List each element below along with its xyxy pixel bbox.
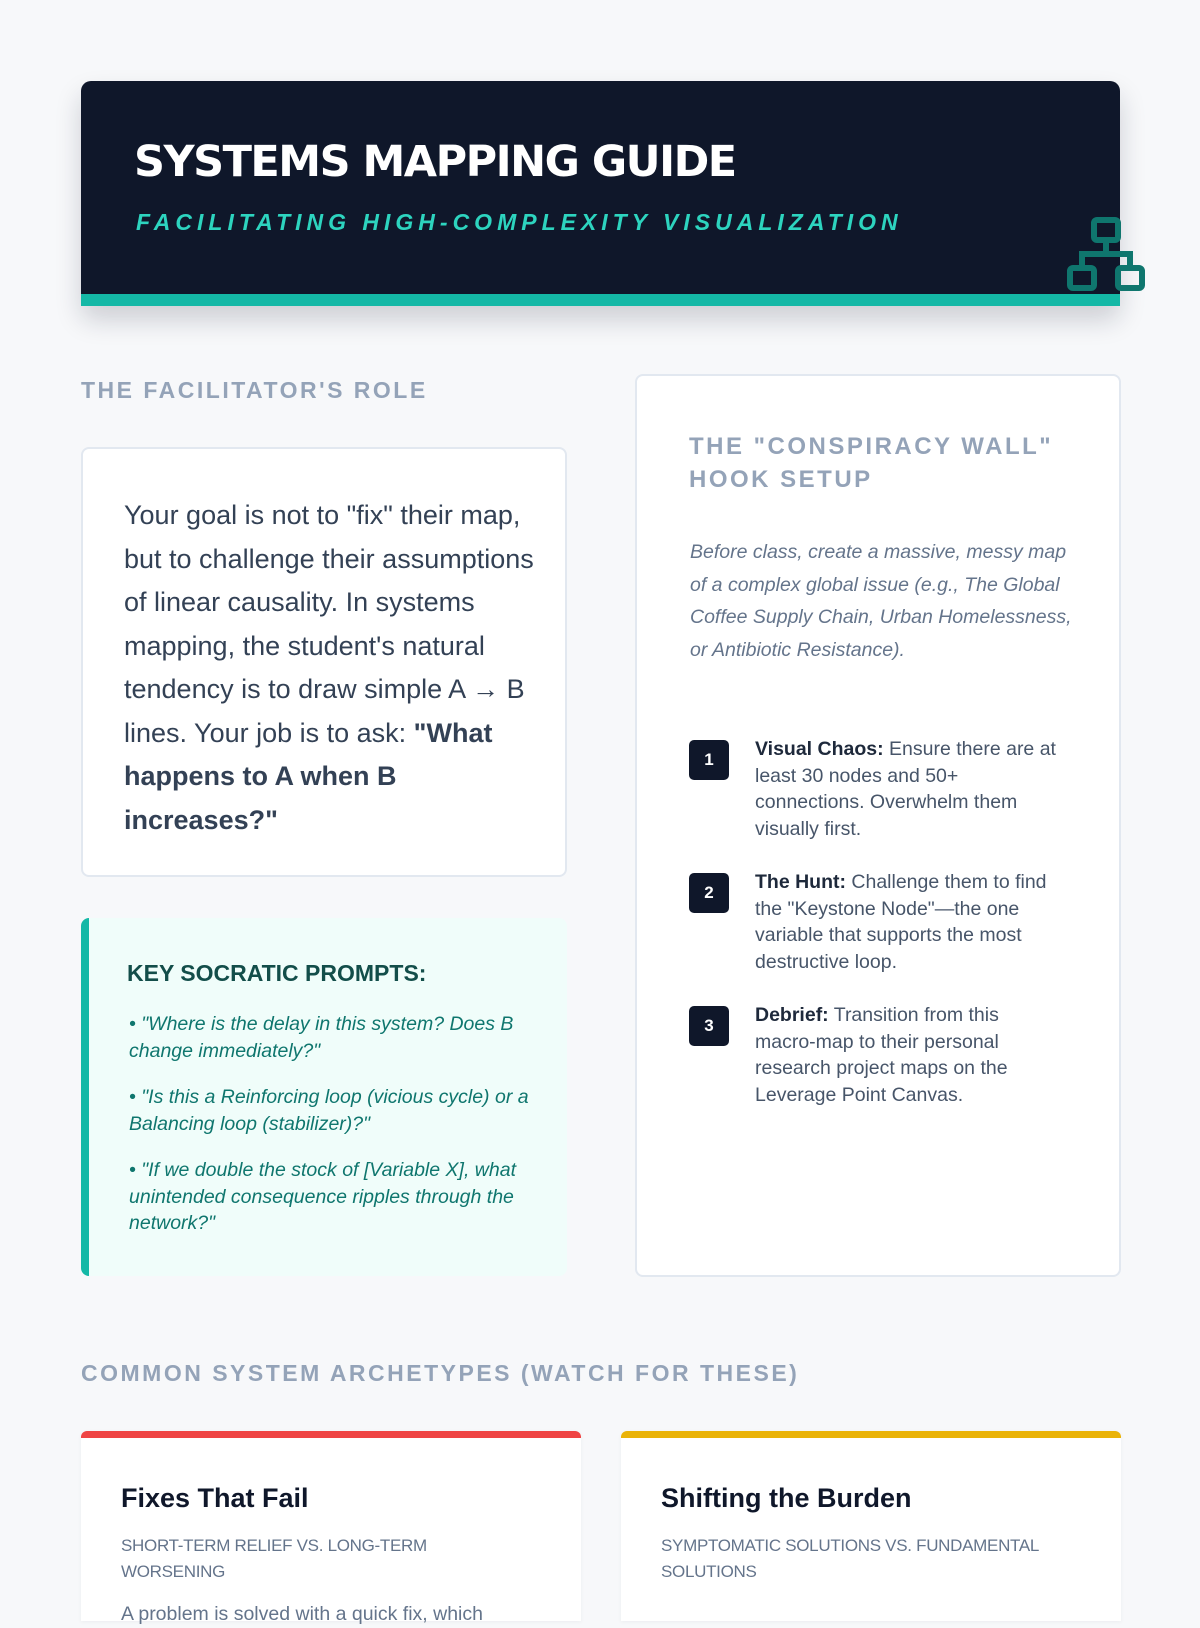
step-label: Debrief:: [755, 1004, 829, 1026]
socratic-title: KEY SOCRATIC PROMPTS:: [127, 960, 427, 986]
step-label: The Hunt:: [755, 871, 846, 893]
sitemap-icon: [1067, 216, 1147, 296]
header-accent-bar: [81, 294, 1120, 306]
step-text: [755, 736, 1060, 842]
hook-intro: Before class, create a massive, messy map of a complex global issue (e.g., The Global Coffee Supply Chain, Urban Homelessness, or Antibiotic Resistance).: [690, 541, 1072, 661]
facilitator-question: "What happens to A when B increases?": [124, 717, 493, 835]
header-banner: [81, 81, 1120, 306]
step-label: Visual Chaos:: [755, 738, 884, 760]
archetype-tagline: SHORT-TERM RELIEF VS. LONG-TERM WORSENING: [121, 1536, 427, 1581]
socratic-prompt-list: [129, 1011, 529, 1257]
step-number-badge: 2: [689, 873, 729, 913]
facilitator-body: Your goal is not to "fix" their map, but to challenge their assumptions of linear causality. In systems mapping, the student's natural tendency is to draw simple A → B lines. Your job is to ask:: [124, 500, 534, 748]
step-description: Transition from this macro-map to their personal research project maps on the Leverage Point Canvas.: [755, 1004, 1008, 1106]
archetype-description: A problem is solved with a quick fix, which: [121, 1603, 483, 1625]
archetype-card-fixes-that-fail: [81, 1431, 581, 1625]
step-text: [755, 869, 1060, 975]
archetype-title: Fixes That Fail: [121, 1483, 309, 1513]
step-description: Ensure there are at least 30 nodes and 50+ connections. Overwhelm them visually first.: [755, 738, 1056, 840]
archetype-tagline: SYMPTOMATIC SOLUTIONS VS. FUNDAMENTAL SOLUTIONS: [661, 1536, 1039, 1581]
page-subtitle: FACILITATING HIGH-COMPLEXITY VISUALIZATION: [136, 209, 903, 235]
facilitator-card: [81, 447, 567, 877]
socratic-prompts-card: [81, 918, 567, 1276]
archetype-card-shifting-the-burden: [621, 1431, 1121, 1621]
hook-title: THE "CONSPIRACY WALL" HOOK SETUP: [689, 433, 1054, 493]
step-text: [755, 1002, 1060, 1108]
hook-setup-card: [635, 374, 1121, 1277]
facilitator-section-title: THE FACILITATOR'S ROLE: [81, 377, 428, 403]
socratic-prompt: • "Is this a Reinforcing loop (vicious cycle) or a Balancing loop (stabilizer)?": [129, 1086, 529, 1135]
socratic-prompt: • "Where is the delay in this system? Does B change immediately?": [129, 1013, 514, 1062]
page-title: SYSTEMS MAPPING GUIDE: [134, 137, 736, 187]
facilitator-text: [124, 494, 544, 842]
archetype-title: Shifting the Burden: [661, 1483, 912, 1513]
archetypes-section-title: COMMON SYSTEM ARCHETYPES (WATCH FOR THESE): [81, 1360, 800, 1386]
step-number-badge: 1: [689, 740, 729, 780]
socratic-prompt: • "If we double the stock of [Variable X], what unintended consequence ripples through the network?": [129, 1159, 516, 1234]
step-description: Challenge them to find the "Keystone Node"—the one variable that supports the most destructive loop.: [755, 871, 1047, 973]
step-number-badge: 3: [689, 1006, 729, 1046]
